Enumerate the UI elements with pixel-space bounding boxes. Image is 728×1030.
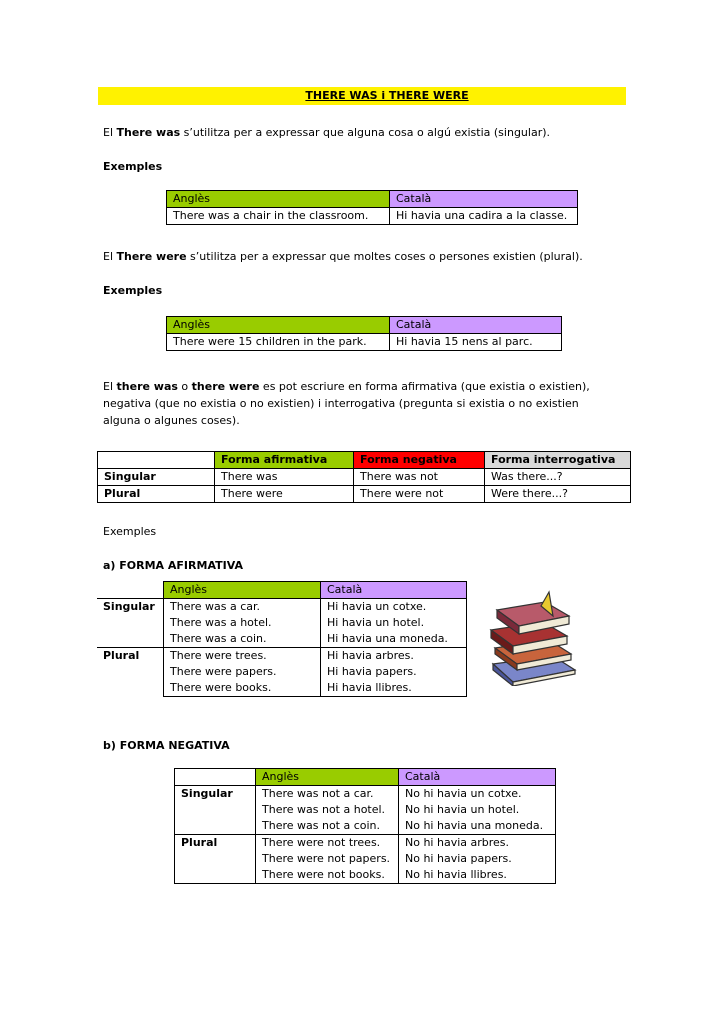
section-a-title: a) FORMA AFIRMATIVA xyxy=(103,559,243,572)
cell-singular-ca: Hi havia un cotxe. Hi havia un hotel. Hi havia una moneda. xyxy=(321,599,467,648)
cell-ca: Hi havia 15 nens al parc. xyxy=(390,334,562,351)
cell-singular-ca: No hi havia un cotxe. No hi havia un hotel. No hi havia una moneda. xyxy=(399,786,556,835)
row-label-plural: Plural xyxy=(103,649,140,662)
row-label-singular: Singular xyxy=(97,599,164,648)
header-angles: Anglès xyxy=(164,582,321,599)
cell-p-neg: There were not xyxy=(354,486,485,503)
cell-plural-en: There were trees. There were papers. There were books. xyxy=(164,648,321,697)
cell-s-int: Was there...? xyxy=(485,469,631,486)
header-angles: Anglès xyxy=(256,769,399,786)
row-label-plural: Plural xyxy=(175,835,256,884)
row-label-singular: Singular xyxy=(98,469,215,486)
cell-en: There was a chair in the classroom. xyxy=(167,208,390,225)
cell-en: There were 15 children in the park. xyxy=(167,334,390,351)
row-label-singular: Singular xyxy=(175,786,256,835)
intro-forms: El there was o there were es pot escriure en forma afirmativa (que existia o existien), negativa (que no existia o no existien) i interrogativa (pregunta si existia o no existien alguna o algunes coses). xyxy=(103,380,590,427)
header-interrogativa: Forma interrogativa xyxy=(485,452,631,469)
cell-p-afirm: There were xyxy=(215,486,354,503)
section-b-title: b) FORMA NEGATIVA xyxy=(103,739,230,752)
cell-p-int: Were there...? xyxy=(485,486,631,503)
header-angles: Anglès xyxy=(167,191,390,208)
intro-there-was: El There was s’utilitza per a expressar que alguna cosa o algú existia (singular). xyxy=(103,126,551,139)
page-title: THERE WAS i THERE WERE xyxy=(98,87,626,105)
header-afirmativa: Forma afirmativa xyxy=(215,452,354,469)
cell-s-neg: There was not xyxy=(354,469,485,486)
cell-s-afirm: There was xyxy=(215,469,354,486)
table-afirmativa xyxy=(97,581,467,697)
table-negativa xyxy=(174,768,556,884)
example-table-2 xyxy=(166,316,562,351)
header-angles: Anglès xyxy=(167,317,390,334)
header-catala: Català xyxy=(321,582,467,599)
forms-table xyxy=(97,451,631,503)
cell-plural-ca: No hi havia arbres. No hi havia papers. No hi havia llibres. xyxy=(399,835,556,884)
example-table-1 xyxy=(166,190,578,225)
stack-of-books-icon xyxy=(483,586,583,686)
header-catala: Català xyxy=(399,769,556,786)
exemples-label-3: Exemples xyxy=(103,525,157,538)
intro-there-were: El There were s’utilitza per a expressar que moltes coses o persones existien (plural). xyxy=(103,250,583,263)
exemples-label-1: Exemples xyxy=(103,160,163,173)
header-catala: Català xyxy=(390,191,578,208)
cell-plural-ca: Hi havia arbres. Hi havia papers. Hi havia llibres. xyxy=(321,648,467,697)
row-label-plural: Plural xyxy=(98,486,215,503)
cell-singular-en: There was not a car. There was not a hotel. There was not a coin. xyxy=(256,786,399,835)
corner-cell xyxy=(98,452,215,469)
exemples-label-2: Exemples xyxy=(103,284,163,297)
header-catala: Català xyxy=(390,317,562,334)
cell-plural-en: There were not trees. There were not papers. There were not books. xyxy=(256,835,399,884)
header-negativa: Forma negativa xyxy=(354,452,485,469)
cell-ca: Hi havia una cadira a la classe. xyxy=(390,208,578,225)
cell-singular-en: There was a car. There was a hotel. There was a coin. xyxy=(164,599,321,648)
